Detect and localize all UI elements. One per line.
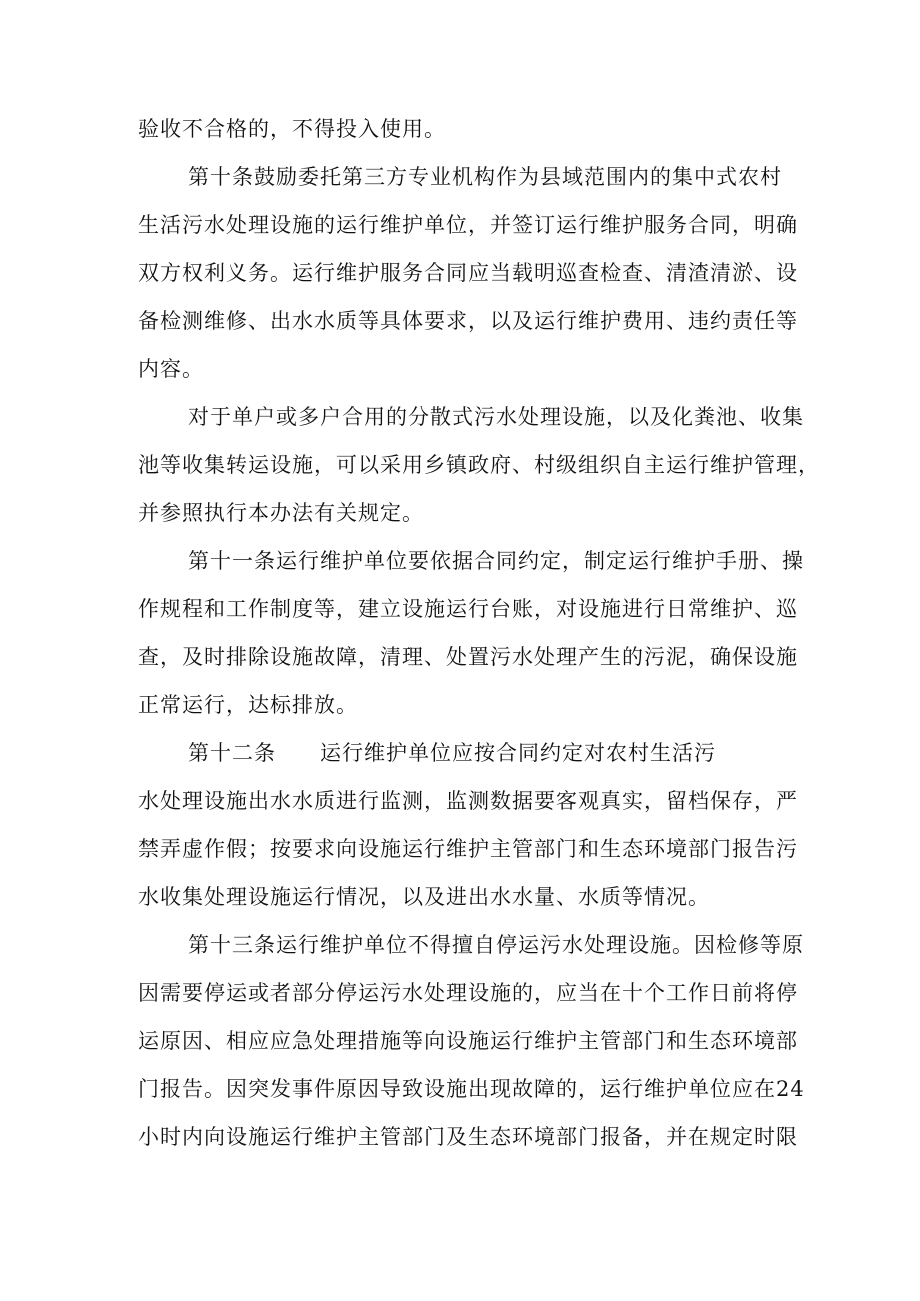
paragraph-article-10: 第十条鼓励委托第三方专业机构作为县域范围内的集中式农村 <box>188 165 782 189</box>
text-line: 查，及时排除设施故障，清理、处置污水处理产生的污泥，确保设施 <box>138 645 798 669</box>
text-line: 作规程和工作制度等，建立设施运行台账，对设施进行日常维护、巡 <box>138 597 798 621</box>
text-line: 小时内向设施运行维护主管部门及生态环境部门报备，并在规定时限 <box>138 1125 798 1149</box>
text-line: 水收集处理设施运行情况，以及进出水水量、水质等情况。 <box>138 885 710 909</box>
text-line: 禁弄虚作假；按要求向设施运行维护主管部门和生态环境部门报告污 <box>138 837 798 861</box>
text-line: 水处理设施出水水质进行监测，监测数据要客观真实，留档保存，严 <box>138 789 798 813</box>
text-line: 双方权利义务。运行维护服务合同应当载明巡查检查、清渣清淤、设 <box>138 261 798 285</box>
text-line: 内容。 <box>138 357 204 381</box>
text-line: 因需要停运或者部分停运污水处理设施的，应当在十个工作日前将停 <box>138 981 798 1005</box>
text-line: 门报告。因突发事件原因导致设施出现故障的，运行维护单位应在24 <box>138 1077 805 1101</box>
paragraph-article-11: 第十一条运行维护单位要依据合同约定，制定运行维护手册、操 <box>188 549 804 573</box>
text-line: 生活污水处理设施的运行维护单位，并签订运行维护服务合同，明确 <box>138 213 798 237</box>
paragraph-article-13: 第十三条运行维护单位不得擅自停运污水处理设施。因检修等原 <box>188 933 804 957</box>
text-line: 并参照执行本办法有关规定。 <box>138 501 424 525</box>
paragraph-article-12: 第十二条 运行维护单位应按合同约定对农村生活污 <box>188 741 716 765</box>
text-line: 验收不合格的，不得投入使用。 <box>138 117 446 141</box>
text-line: 池等收集转运设施，可以采用乡镇政府、村级组织自主运行维护管理， <box>138 453 820 477</box>
text-line: 备检测维修、出水水质等具体要求，以及运行维护费用、违约责任等 <box>138 309 798 333</box>
text-line: 运原因、相应应急处理措施等向设施运行维护主管部门和生态环境部 <box>138 1029 798 1053</box>
paragraph-decentralized: 对于单户或多户合用的分散式污水处理设施，以及化粪池、收集 <box>188 405 804 429</box>
text-line: 正常运行，达标排放。 <box>138 693 358 717</box>
